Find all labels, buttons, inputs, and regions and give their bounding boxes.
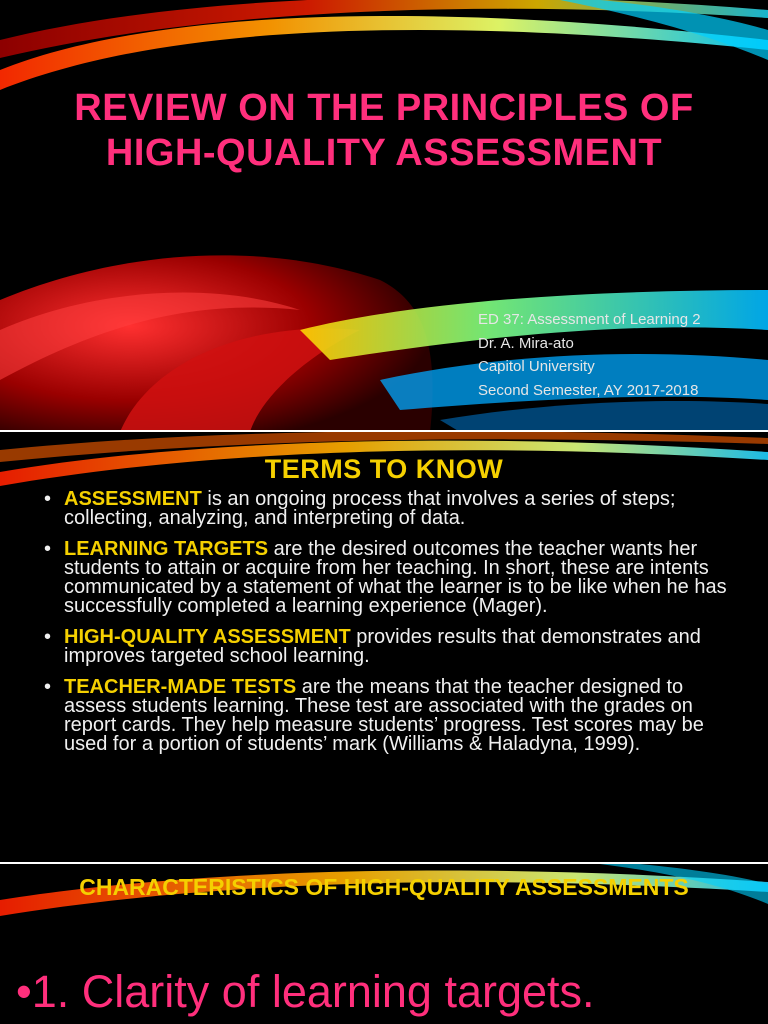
terms-list <box>44 490 744 766</box>
slide-title: REVIEW ON THE PRINCIPLES OF HIGH-QUALITY ASSESSMENT <box>74 87 694 174</box>
slide-subtitle <box>478 308 701 402</box>
semester-line: Second Semester, AY 2017-2018 <box>478 381 699 399</box>
list-item <box>44 628 744 666</box>
list-item <box>44 490 744 528</box>
title-slide <box>0 0 768 432</box>
term-definition: is an ongoing process that involves a series of steps; collecting, analyzing, and interpreting of data. <box>64 488 676 529</box>
section-title: CHARACTERISTICS OF HIGH-QUALITY ASSESSMENTS <box>79 874 689 900</box>
term-label: LEARNING TARGETS <box>64 538 269 560</box>
term-definition: are the means that the teacher designed to assess students learning. These test are associated with the grades on report cards. They help measure students’ progress. Test scores may be used for a portion of students’ mark (Williams & Haladyna, 1999). <box>64 676 704 755</box>
section-title: TERMS TO KNOW <box>264 454 504 484</box>
term-label: ASSESSMENT <box>64 488 202 510</box>
list-item <box>44 678 744 754</box>
term-label: HIGH-QUALITY ASSESSMENT <box>64 626 351 648</box>
bullet-icon: • <box>44 538 52 560</box>
terms-slide <box>0 432 768 864</box>
bullet-icon: • <box>44 488 52 510</box>
characteristics-slide <box>0 864 768 1024</box>
bullet-icon: • <box>44 676 52 698</box>
list-item <box>44 540 744 616</box>
term-definition: provides results that demonstrates and improves targeted school learning. <box>64 626 701 667</box>
term-label: TEACHER-MADE TESTS <box>64 676 297 698</box>
course-line: ED 37: Assessment of Learning 2 <box>478 311 701 328</box>
point-heading: •1. Clarity of learning targets. <box>16 966 595 1017</box>
university-line: Capitol University <box>478 358 595 375</box>
instructor-line: Dr. A. Mira-ato <box>478 334 574 352</box>
term-definition: are the desired outcomes the teacher wants her students to attain or acquire from her teaching. In short, these are intents communicated by a statement of what the learner is to be like when he has successfully completed a learning experience (Mager). <box>64 538 727 617</box>
bullet-icon: • <box>44 626 52 648</box>
